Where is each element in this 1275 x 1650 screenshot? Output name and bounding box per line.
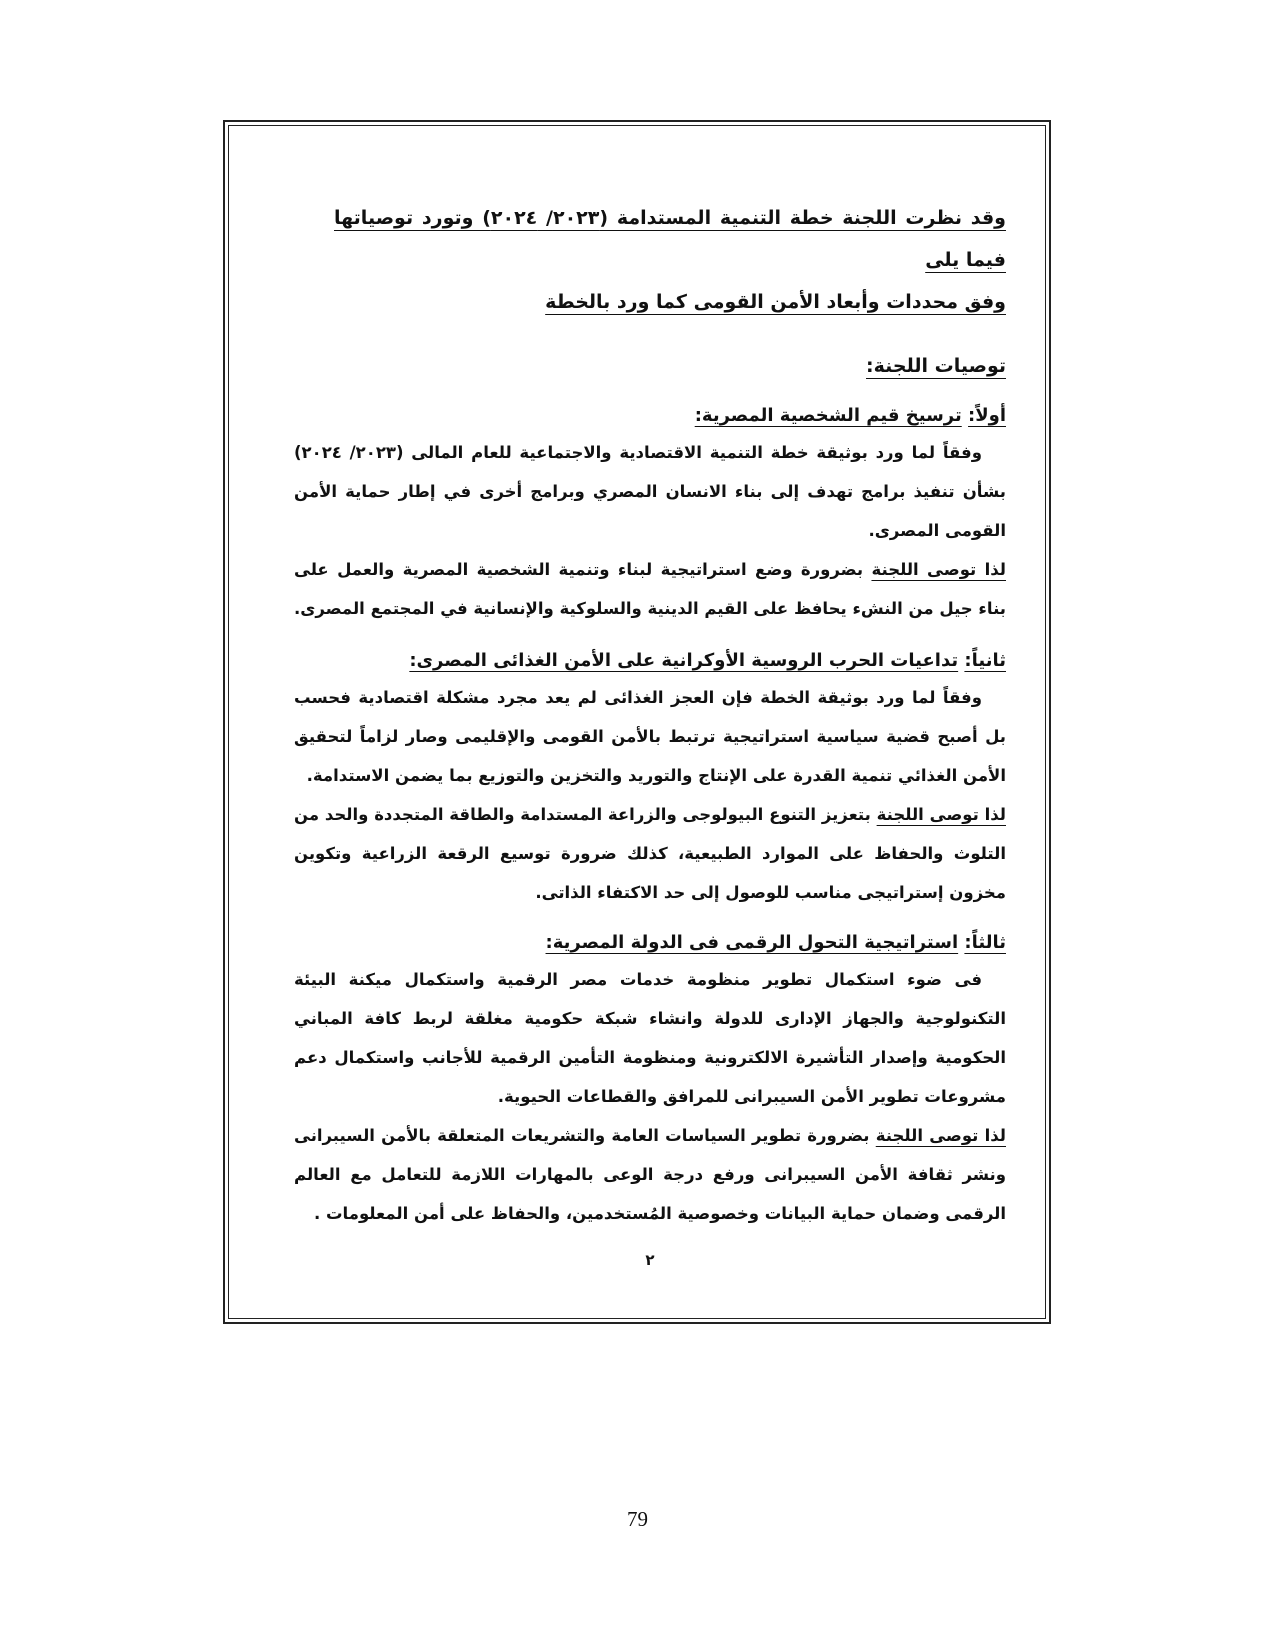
section-1 bbox=[294, 399, 1006, 628]
section-1-title-text: ترسيخ قيم الشخصية المصرية: bbox=[694, 405, 962, 426]
section-3-number: ثالثاً: bbox=[964, 932, 1006, 953]
section-1-number: أولاً: bbox=[968, 405, 1006, 426]
section-1-rec-text: بضرورة وضع استراتيجية لبناء وتنمية الشخصية المصرية والعمل على بناء جيل من النشء يحافظ على القيم الدينية والسلوكية والإنسانية في المجتمع المصرى. bbox=[294, 560, 1006, 618]
document-body bbox=[294, 197, 1006, 1269]
recommendations-heading: توصيات اللجنة: bbox=[866, 355, 1006, 377]
section-2-title-text: تداعيات الحرب الروسية الأوكرانية على الأمن الغذائى المصرى: bbox=[409, 650, 959, 671]
main-heading bbox=[294, 197, 1006, 323]
section-3 bbox=[294, 926, 1006, 1233]
main-heading-line-1: وقد نظرت اللجنة خطة التنمية المستدامة (٢٠٢٣/ ٢٠٢٤) وتورد توصياتها فيما يلى bbox=[334, 207, 1006, 271]
section-3-title bbox=[294, 926, 1006, 960]
section-2-rec-lead: لذا توصى اللجنة bbox=[876, 805, 1006, 824]
section-3-title-text: استراتيجية التحول الرقمى فى الدولة المصرية: bbox=[545, 932, 959, 953]
section-1-recommendation bbox=[294, 550, 1006, 628]
section-2-paragraph: وفقاً لما ورد بوثيقة الخطة فإن العجز الغذائى لم يعد مجرد مشكلة اقتصادية فحسب بل أصبح قضية سياسية استراتيجية ترتبط بالأمن القومى والإقليمى وصار لزاماً لتحقيق الأمن الغذائي تنمية القدرة على الإنتاج والتوريد والتخزين والتوزيع بما يضمن الاستدامة. bbox=[294, 688, 1006, 785]
section-2-rec-text: بتعزيز التنوع البيولوجى والزراعة المستدامة والطاقة المتجددة والحد من التلوث والحفاظ على الموارد الطبيعية، كذلك ضرورة توسيع الرقعة الزراعية وتكوين مخزون إستراتيجى مناسب للوصول إلى حد الاكتفاء الذاتى. bbox=[294, 805, 1006, 902]
page-number: 79 bbox=[627, 1507, 648, 1531]
inner-page-number: ٢ bbox=[645, 1251, 655, 1269]
section-2-title bbox=[294, 644, 1006, 678]
section-2-number: ثانياً: bbox=[964, 650, 1006, 671]
main-heading-line-2: وفق محددات وأبعاد الأمن القومى كما ورد بالخطة bbox=[545, 291, 1006, 313]
section-3-paragraph: فى ضوء استكمال تطوير منظومة خدمات مصر الرقمية واستكمال ميكنة البيئة التكنولوجية والجهاز الإدارى للدولة وانشاء شبكة حكومية مغلقة لربط كافة المباني الحكومية وإصدار التأشيرة الالكترونية ومنظومة التأمين الرقمية للأجانب واستكمال دعم مشروعات تطوير الأمن السيبرانى للمرافق والقطاعات الحيوية. bbox=[294, 970, 1006, 1106]
section-2-recommendation bbox=[294, 795, 1006, 912]
section-3-rec-text: بضرورة تطوير السياسات العامة والتشريعات المتعلقة بالأمن السيبرانى ونشر ثقافة الأمن السيبرانى ورفع درجة الوعى بالمهارات اللازمة للتعامل مع العالم الرقمى وضمان حماية البيانات وخصوصية المُستخدمين، والحفاظ على أمن المعلومات . bbox=[294, 1126, 1006, 1223]
section-3-recommendation bbox=[294, 1116, 1006, 1233]
section-1-title bbox=[294, 399, 1006, 433]
section-3-rec-lead: لذا توصى اللجنة bbox=[875, 1126, 1006, 1145]
section-1-rec-lead: لذا توصى اللجنة bbox=[871, 560, 1006, 579]
section-1-paragraph: وفقاً لما ورد بوثيقة خطة التنمية الاقتصادية والاجتماعية للعام المالى (٢٠٢٣/ ٢٠٢٤) بشأن تنفيذ برامج تهدف إلى بناء الانسان المصري وبرامج أخرى في إطار حماية الأمن القومى المصرى. bbox=[294, 443, 1006, 540]
section-2 bbox=[294, 644, 1006, 912]
